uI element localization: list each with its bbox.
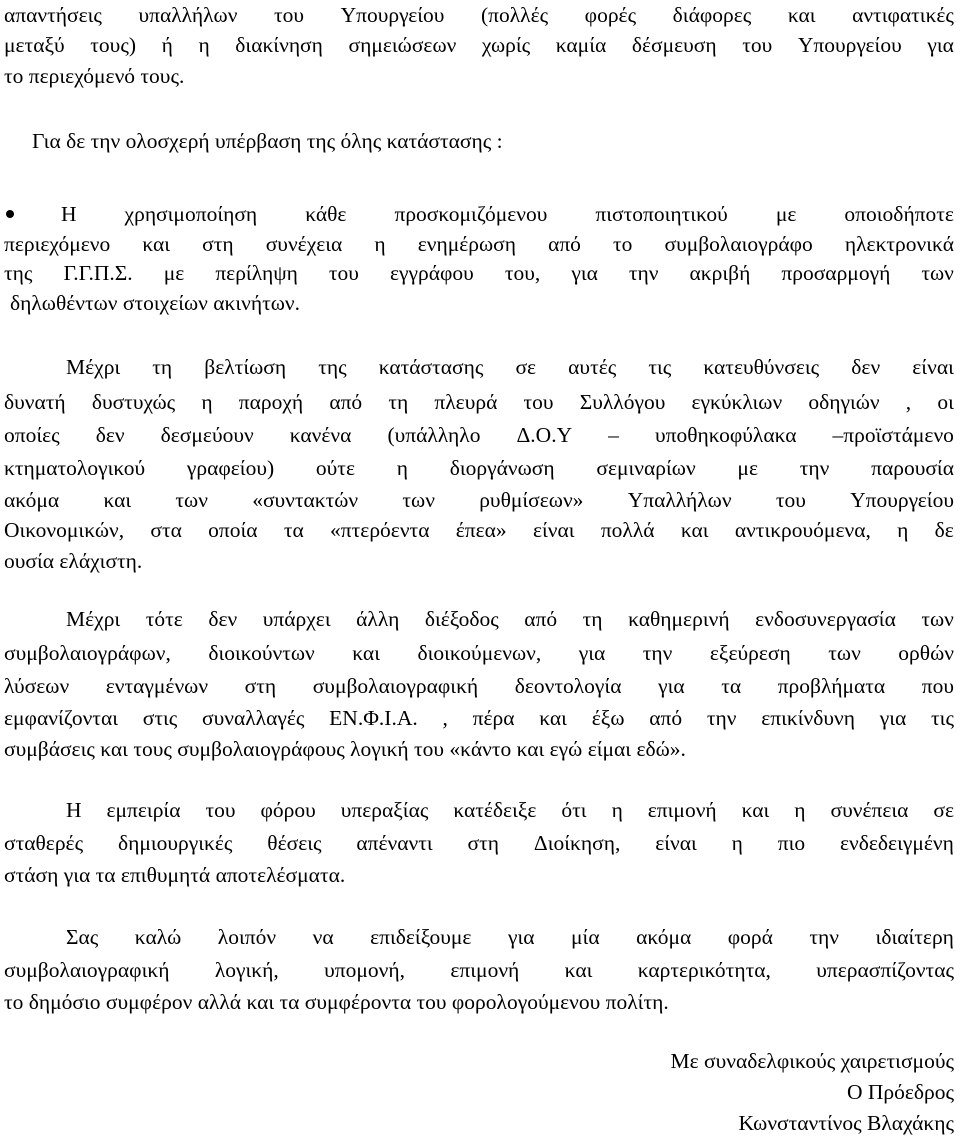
text-line: μεταξύ τους) ή η διακίνηση σημειώσεων χωρίς καμία δέσμευση του Υπουργείου για [4,33,954,57]
text-line: ουσία ελάχιστη. [4,549,143,573]
text-line: στάση για τα επιθυμητά αποτελέσματα. [4,863,346,887]
text-line: οποίες δεν δεσμεύουν κανένα (υπάλληλο Δ.Ο.Υ – υποθηκοφύλακα –προϊστάμενο [4,423,954,447]
text-line: Σας καλώ λοιπόν να επιδείξουμε για μία ακόμα φορά την ιδιαίτερη [66,925,954,949]
text-line: ακόμα και των «συντακτών των ρυθμίσεων» Υπαλλήλων του Υπουργείου [4,488,954,512]
text-line: της Γ.Γ.Π.Σ. με περίληψη του εγγράφου του, για την ακριβή προσαρμογή των [4,261,954,285]
signature-closing: Με συναδελφικούς χαιρετισμούς [670,1049,954,1073]
text-line: δηλωθέντων στοιχείων ακινήτων. [10,291,300,315]
signature-role: Ο Πρόεδρος [846,1080,954,1104]
text-line: Η εμπειρία του φόρου υπεραξίας κατέδειξε ότι η επιμονή και η συνέπεια σε [66,798,954,822]
text-line: περιεχόμενο και στη συνέχεια η ενημέρωση από το συμβολαιογράφο ηλεκτρονικά [4,232,954,256]
text-line: Μέχρι τότε δεν υπάρχει άλλη διέξοδος από τη καθημερινή ενδοσυνεργασία των [66,607,954,631]
text-line: Μέχρι τη βελτίωση της κατάστασης σε αυτές τις κατευθύνσεις δεν είναι [66,355,954,379]
text-line: εμφανίζονται στις συναλλαγές ΕΝ.Φ.Ι.Α. , πέρα και έξω από την επικίνδυνη για τις [4,706,954,730]
text-line: το δημόσιο συμφέρον αλλά και τα συμφέροντα του φορολογούμενου πολίτη. [4,990,669,1014]
text-line: συμβάσεις και τους συμβολαιογράφους λογική του «κάντο και εγώ είμαι εδώ». [4,737,686,761]
text-line: απαντήσεις υπαλλήλων του Υπουργείου (πολλές φορές διάφορες και αντιφατικές [4,3,954,27]
text-line: σταθερές δημιουργικές θέσεις απέναντι στη Διοίκηση, είναι η πιο ενδεδειγμένη [4,831,954,855]
text-line: λύσεων ενταγμένων στη συμβολαιογραφική δεοντολογία για τα προβλήματα που [4,674,954,698]
bullet-icon [4,199,34,229]
text-line: κτηματολογικού γραφείου) ούτε η διοργάνωση σεμιναρίων με την παρουσία [4,456,954,480]
text-line: δυνατή δυστυχώς η παροχή από τη πλευρά του Συλλόγου εγκύκλιων οδηγιών , οι [4,390,954,414]
text-line: συμβολαιογραφική λογική, υπομονή, επιμονή και καρτερικότητα, υπερασπίζοντας [4,958,954,982]
text-line: Οικονομικών, στα οποία τα «πτερόεντα έπεα» είναι πολλά και αντικρουόμενα, η δε [4,518,954,542]
text-line: το περιεχόμενό τους. [4,64,185,88]
text-line: συμβολαιογράφων, διοικούντων και διοικούμενων, για την εξεύρεση των ορθών [4,641,954,665]
text-line: Η χρησιμοποίηση κάθε προσκομιζόμενου πιστοποιητικού με οποιοδήποτε [61,202,954,226]
text-line: Για δε την ολοσχερή υπέρβαση της όλης κατάστασης : [32,129,503,153]
signature-name: Κωνσταντίνος Βλαχάκης [738,1111,954,1135]
